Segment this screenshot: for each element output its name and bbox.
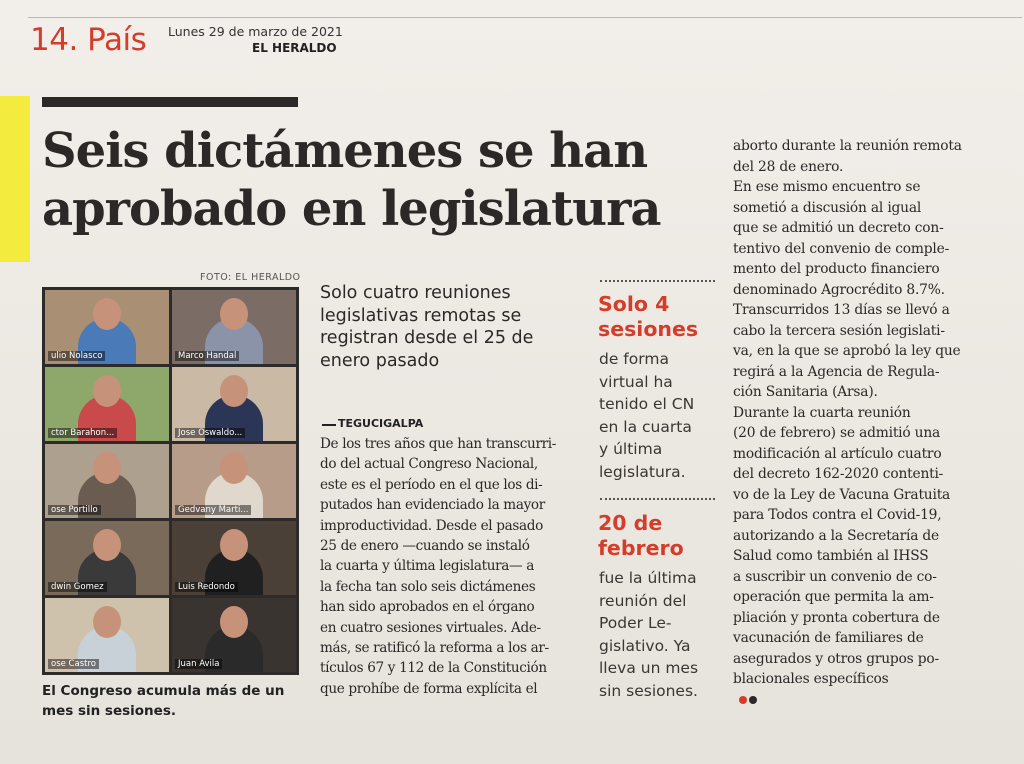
body-line: blacionales específicos — [733, 669, 995, 710]
fact-line: reunión del — [599, 591, 687, 610]
participant-head — [93, 375, 121, 407]
body-line: aborto durante la reunión remota — [733, 138, 962, 154]
dateline: TEGUCIGALPA — [338, 417, 424, 430]
body-line: De los tres años que han transcurri- — [320, 436, 556, 452]
body-line: En ese mismo encuentro se — [733, 179, 921, 195]
body-line: a suscribir un convenio de co- — [733, 568, 937, 585]
fact-highlight — [598, 292, 698, 342]
participant-head — [220, 298, 248, 330]
body-line: Salud como también al IHSS — [733, 548, 929, 564]
sidebar-divider — [600, 498, 715, 500]
fact-number: febrero — [598, 536, 684, 560]
body-line: autorizando a la Secretaría de — [733, 527, 939, 544]
body-line: sometió a discusión al igual — [733, 199, 922, 216]
photo-credit: FOTO: EL HERALDO — [200, 272, 301, 283]
caption-line: El Congreso acumula más de un — [42, 683, 285, 699]
caption-line: mes sin sesiones. — [42, 703, 176, 719]
body-line: del 28 de enero. — [733, 158, 844, 175]
summary-line: Solo cuatro reuniones — [320, 283, 511, 303]
video-tile — [45, 598, 169, 672]
body-line: pliación y pronta cobertura de — [733, 609, 940, 626]
video-tile — [45, 521, 169, 595]
fact-line: fue la última — [599, 569, 697, 587]
fact-text — [599, 567, 719, 702]
summary-line: registran desde el 25 de — [320, 328, 534, 348]
body-line: Durante la cuarta reunión — [733, 404, 911, 421]
end-dot — [739, 696, 747, 704]
video-call-photo — [42, 287, 299, 675]
end-dot — [749, 696, 757, 704]
video-tile — [172, 598, 296, 672]
participant-head — [93, 298, 121, 330]
fact-line: sin sesiones. — [599, 681, 698, 700]
body-line: para Todos contra el Covid-19, — [733, 507, 942, 523]
body-line: asegurados y otros grupos po- — [733, 650, 939, 667]
body-line: tentivo del convenio de comple- — [733, 240, 950, 257]
newspaper-name: EL HERALDO — [252, 41, 337, 55]
section-number: 14. País — [30, 22, 147, 58]
photo-caption — [42, 681, 304, 721]
fact-text — [599, 348, 719, 483]
body-line: Transcurridos 13 días se llevó a — [733, 302, 950, 318]
body-line: han sido aprobados en el órgano — [320, 599, 535, 616]
fact-line: virtual ha — [599, 372, 673, 391]
fact-line: gislativo. Ya — [599, 636, 691, 655]
fact-number: 20 de — [598, 511, 663, 535]
body-line: en cuatro sesiones virtuales. Ade- — [320, 619, 541, 636]
participant-name: ose Portillo — [48, 505, 101, 515]
body-line: operación que permita la am- — [733, 589, 934, 605]
body-line: denominado Agrocrédito 8.7%. — [733, 281, 945, 298]
body-line: que se admitió un decreto con- — [733, 220, 944, 236]
video-tile — [172, 521, 296, 595]
sidebar-divider — [600, 280, 715, 282]
video-tile — [45, 290, 169, 364]
participant-head — [93, 606, 121, 638]
header-date: Lunes 29 de marzo de 2021 — [168, 24, 343, 39]
participant-name: Juan Avila — [175, 659, 222, 669]
article-body-main — [320, 434, 582, 699]
fact-number: sesiones — [598, 317, 699, 341]
participant-head — [220, 606, 248, 638]
body-line: la cuarta y última legislatura— a — [320, 558, 535, 575]
body-line: modificación al artículo cuatro — [733, 445, 942, 462]
body-line: 25 de enero —cuando se instaló — [320, 538, 530, 555]
body-line: este es el período en el que los di- — [320, 476, 543, 493]
participant-head — [220, 375, 248, 407]
headline-line: Seis dictámenes se han — [42, 123, 648, 179]
body-line: mento del producto financiero — [733, 261, 940, 277]
fact-number: Solo 4 — [598, 292, 670, 316]
participant-head — [220, 529, 248, 561]
headline — [42, 122, 682, 238]
participant-name: Luis Redondo — [175, 582, 238, 592]
fact-highlight — [598, 511, 684, 561]
headline-bar — [42, 97, 298, 107]
body-line: va, en la que se aprobó la ley que — [733, 343, 961, 359]
summary-deck — [320, 282, 575, 372]
body-line: regirá a la Agencia de Regula- — [733, 363, 940, 380]
body-line: putados han evidenciado la mayor — [320, 497, 545, 514]
body-line: improductividad. Desde el pasado — [320, 517, 543, 534]
participant-name: Marco Handal — [175, 351, 239, 361]
article-body-right — [733, 136, 995, 710]
body-line: ción Sanitaria (Arsa). — [733, 384, 878, 400]
end-of-article-dots — [737, 690, 995, 711]
participant-head — [93, 452, 121, 484]
summary-line: enero pasado — [320, 350, 440, 371]
summary-line: legislativas remotas se — [320, 305, 522, 326]
body-line: que prohíbe de forma explícita el — [320, 680, 538, 697]
fact-line: lleva un mes — [599, 659, 699, 677]
fact-line: Poder Le- — [599, 614, 672, 632]
fact-line: de forma — [599, 350, 669, 368]
participant-name: ose Castro — [48, 659, 99, 669]
video-tile — [172, 444, 296, 518]
participant-name: Gedvany Marti... — [175, 505, 251, 515]
participant-name: dwin Gomez — [48, 582, 107, 592]
body-line: la fecha tan solo seis dictámenes — [320, 578, 536, 595]
body-line: do del actual Congreso Nacional, — [320, 456, 538, 473]
participant-head — [220, 452, 248, 484]
participant-name: Jose Oswaldo... — [175, 428, 245, 438]
participant-head — [93, 529, 121, 561]
fact-line: y última — [599, 440, 663, 458]
dateline-rule — [322, 424, 336, 426]
participant-name: ctor Barahon... — [48, 428, 117, 438]
video-tile — [172, 290, 296, 364]
body-line: del decreto 162-2020 contenti- — [733, 466, 944, 482]
fact-line: en la cuarta — [599, 417, 692, 436]
video-tile — [45, 367, 169, 441]
video-tile — [172, 367, 296, 441]
body-line: cabo la tercera sesión legislati- — [733, 322, 945, 339]
fact-line: legislatura. — [599, 462, 686, 481]
participant-name: ulio Nolasco — [48, 351, 105, 361]
body-line: vacunación de familiares de — [733, 630, 924, 646]
video-tile — [45, 444, 169, 518]
body-line: tículos 67 y 112 de la Constitución — [320, 660, 547, 677]
body-line: (20 de febrero) se admitió una — [733, 425, 941, 441]
fact-line: tenido el CN — [599, 395, 695, 413]
body-line: más, se ratificó la reforma a los ar- — [320, 640, 549, 657]
header-rule — [28, 17, 1022, 18]
body-line: vo de la Ley de Vacuna Gratuita — [733, 486, 951, 503]
highlighter-mark — [0, 96, 30, 262]
headline-line: aprobado en legislatura — [42, 181, 661, 237]
